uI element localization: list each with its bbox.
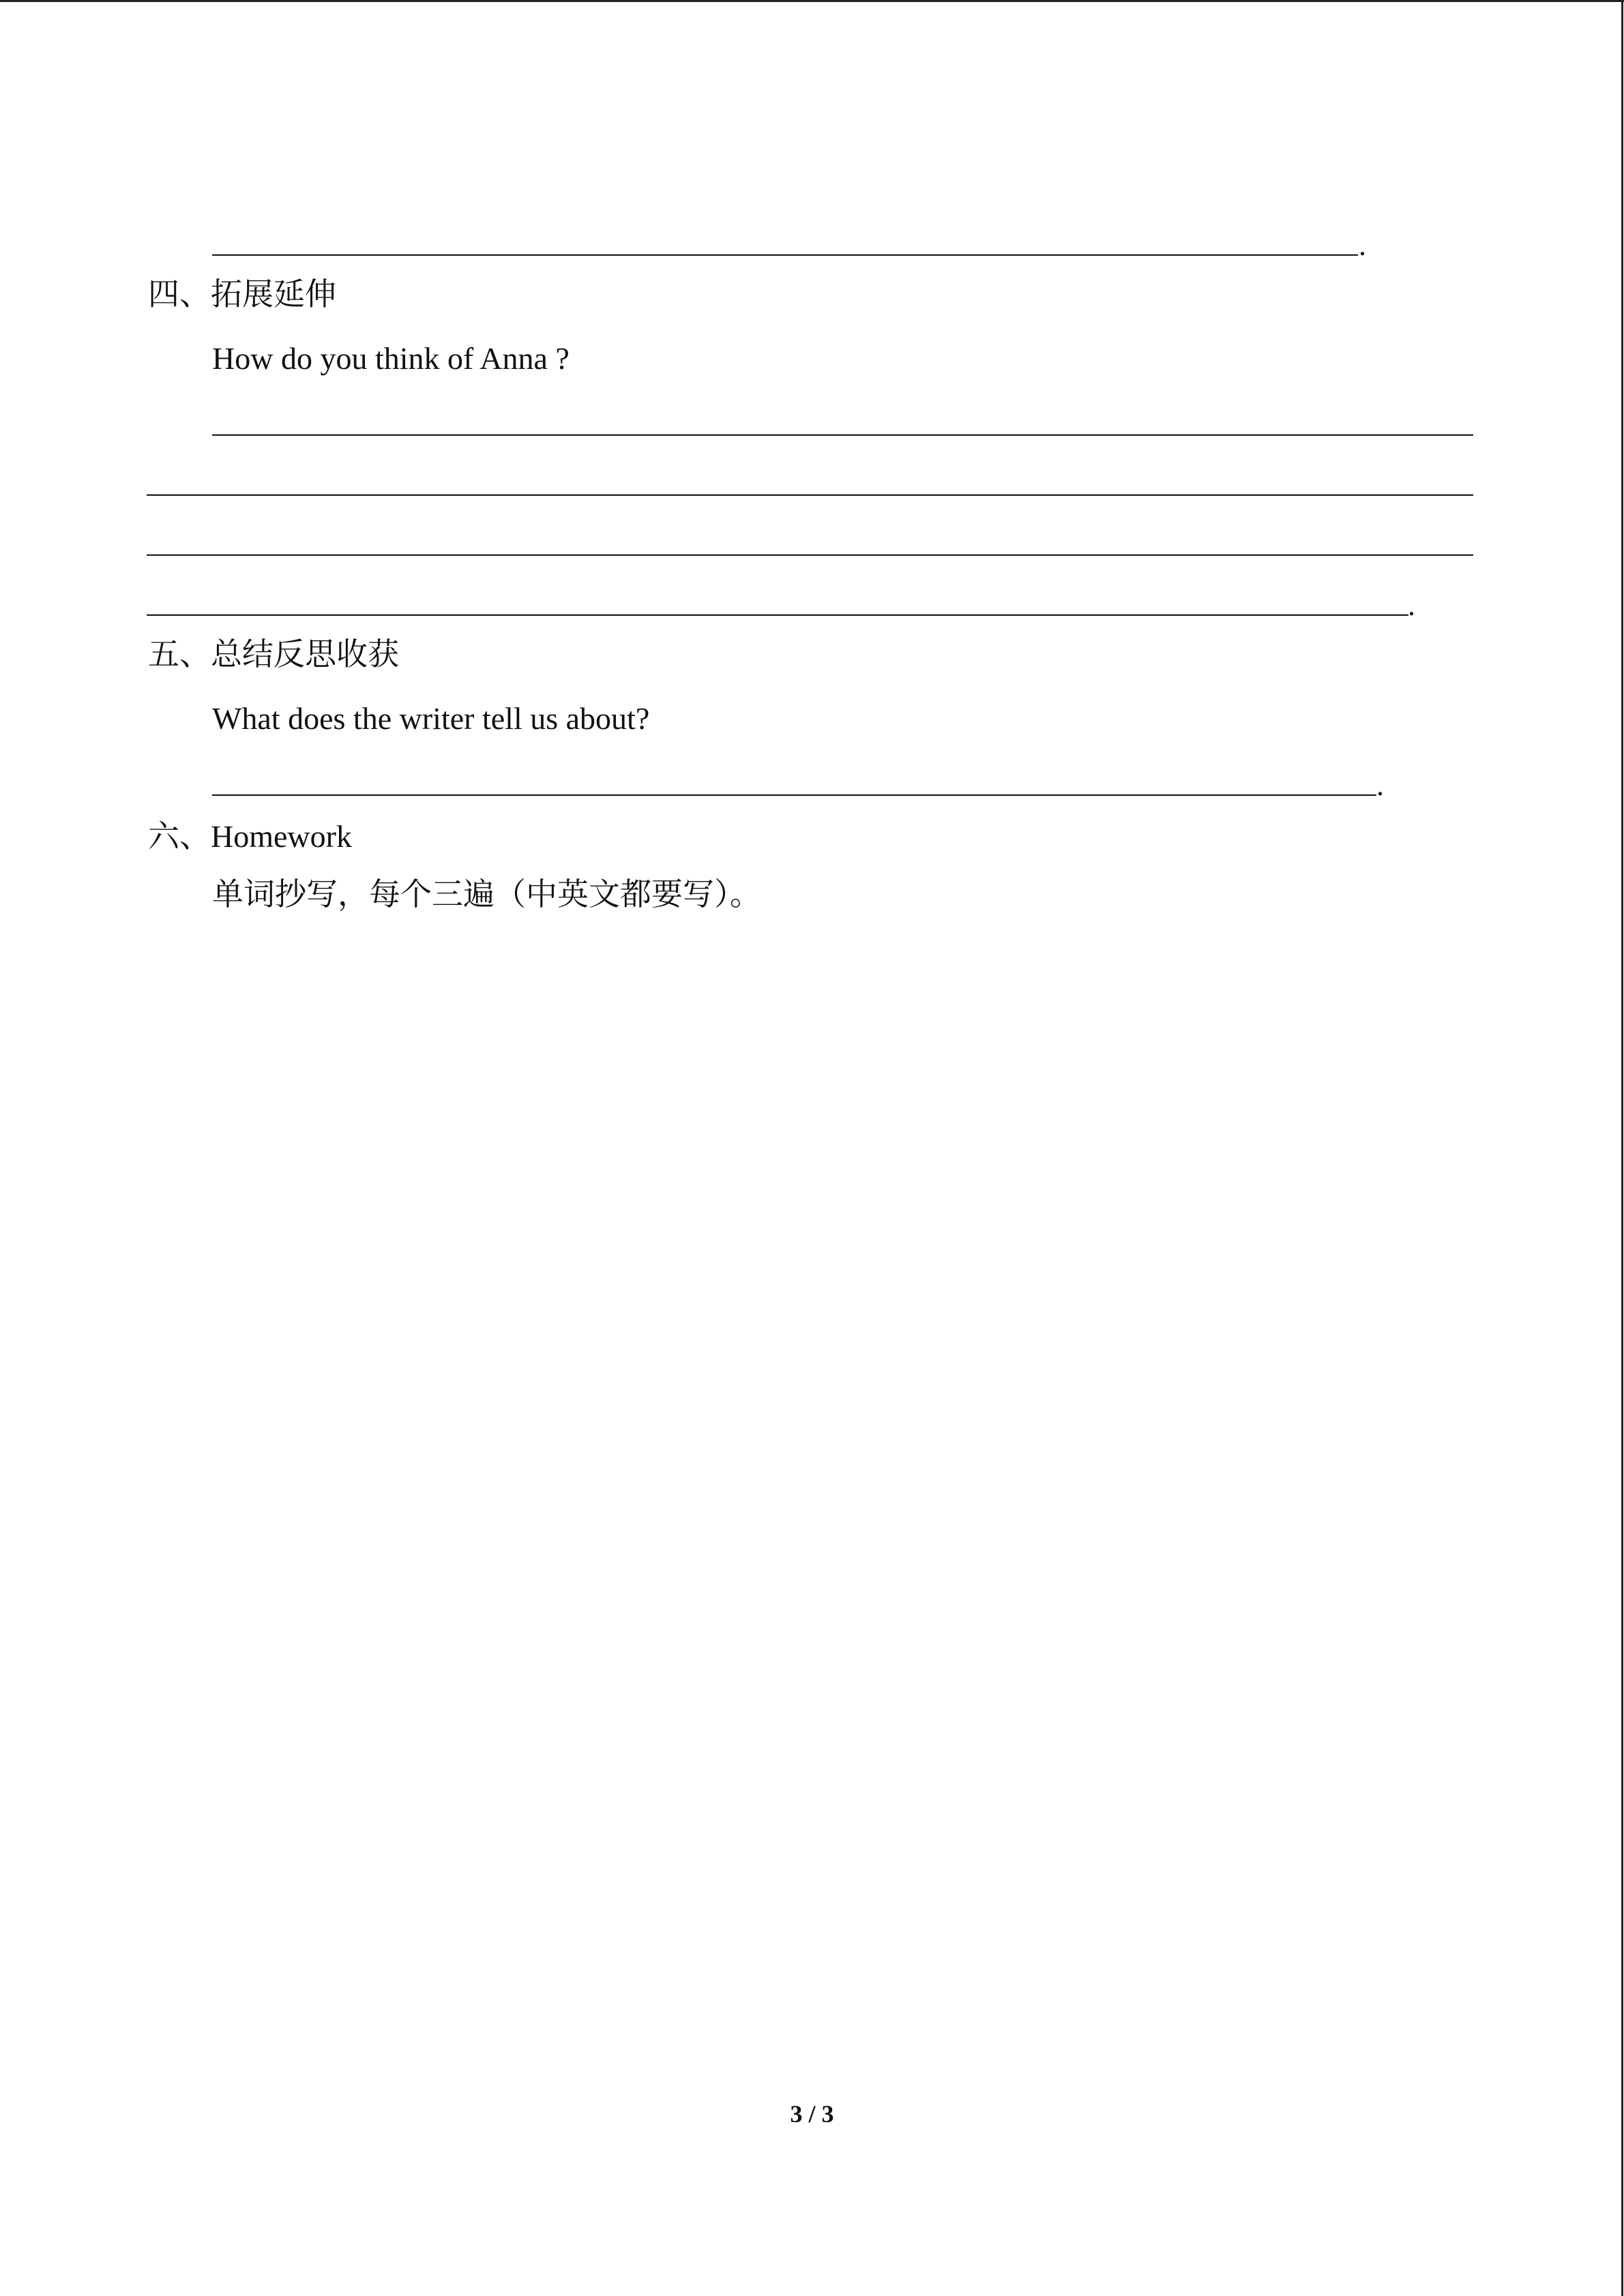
page-right-border	[1621, 0, 1623, 2296]
section-five-question: What does the writer tell us about?	[212, 701, 650, 736]
section-six-instruction: 单词抄写，每个三遍（中英文都要写）。	[212, 877, 761, 912]
section-four-heading: 四、拓展延伸	[148, 277, 336, 312]
page-top-border	[0, 0, 1624, 2]
section-five-heading: 五、总结反思收获	[148, 637, 399, 672]
answer-line-period: .	[1376, 769, 1384, 802]
answer-line[interactable]	[212, 254, 1358, 256]
answer-line[interactable]	[212, 434, 1473, 436]
answer-line-period: .	[1408, 588, 1415, 622]
section-six-heading: 六、Homework	[148, 819, 352, 854]
answer-line[interactable]	[147, 614, 1408, 616]
answer-line[interactable]	[147, 494, 1473, 496]
answer-line[interactable]	[147, 554, 1473, 556]
answer-line[interactable]	[212, 794, 1376, 796]
answer-line-period: .	[1359, 228, 1366, 262]
section-four-question: How do you think of Anna ?	[212, 341, 570, 376]
page-number: 3 / 3	[790, 2100, 834, 2128]
